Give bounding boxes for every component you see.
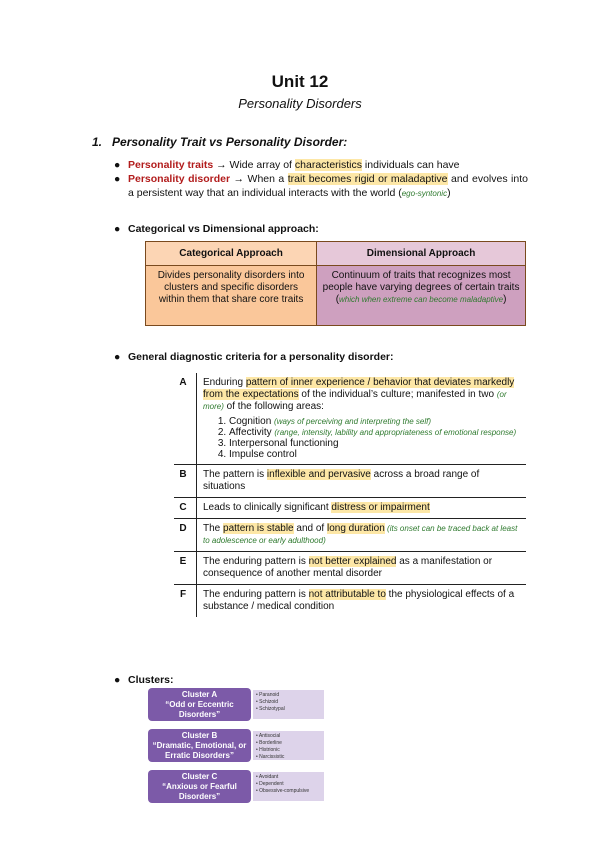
text: of the individual’s culture; manifested in two: [298, 389, 497, 400]
cluster-desc: “Dramatic, Emotional, or Erratic Disorders”: [152, 741, 247, 760]
text: The enduring pattern is: [203, 556, 309, 567]
criteria-text: [197, 519, 527, 552]
list-item: [229, 427, 522, 438]
text: individuals can have: [362, 159, 460, 171]
list-item: • Schizoid: [256, 699, 279, 705]
text: of the following areas:: [223, 401, 324, 412]
bullet-criteria-heading: [114, 350, 528, 364]
dimensional-text: Continuum of traits that recognizes most people have varying degrees of certain traits: [322, 270, 520, 293]
page-subtitle: Personality Disorders: [238, 96, 362, 111]
cluster-b-list: [253, 731, 324, 760]
list-item: • Obsessive-compulsive: [256, 788, 310, 794]
list-item: • Paranoid: [256, 692, 280, 698]
bullet-icon: ●: [114, 674, 121, 686]
cluster-desc: “Odd or Eccentric Disorders”: [165, 700, 234, 719]
criteria-letter: D: [174, 519, 197, 552]
text: as a manifestation or consequence of another mental disorder: [203, 556, 493, 579]
categorical-cell: Divides personality disorders into clusters and specific disorders within them that share core traits: [146, 266, 317, 326]
list-item: • Histrionic: [256, 747, 280, 753]
criteria-row-e: [174, 552, 526, 585]
text: ): [503, 294, 507, 305]
highlight: long duration: [326, 523, 385, 534]
bullet-icon: ●: [114, 159, 121, 171]
table-row: [146, 266, 526, 326]
criteria-letter: A: [174, 373, 197, 465]
approach-table: [145, 241, 526, 326]
categorical-header: Categorical Approach: [146, 242, 317, 266]
area-note: (range, intensity, lability and appropriateness of emotional response): [274, 428, 517, 437]
text: Enduring: [203, 377, 246, 388]
list-item: [229, 449, 522, 460]
highlight: trait becomes rigid or maladaptive: [287, 173, 448, 185]
list-item: • Dependent: [256, 781, 284, 787]
cluster-desc: “Anxious or Fearful Disorders”: [162, 782, 237, 801]
text: → When a: [230, 173, 288, 185]
criteria-table: [174, 373, 526, 617]
highlight: not attributable to: [308, 589, 386, 600]
cluster-b-box: [148, 729, 251, 762]
text: Leads to clinically significant: [203, 502, 332, 513]
criteria-letter: B: [174, 465, 197, 498]
table-header-row: [146, 242, 526, 266]
highlight: distress or impairment: [331, 502, 430, 513]
note: ego-syntonic: [401, 189, 448, 198]
term-personality-disorder: Personality disorder: [128, 173, 231, 185]
text: (: [335, 294, 340, 305]
highlight: pattern is stable: [223, 523, 294, 534]
cluster-c-box: [148, 770, 251, 803]
term-personality-traits: Personality traits: [128, 159, 214, 171]
area-label: Cognition: [229, 416, 275, 427]
text: and evolves into a persistent way that an individual interacts with the world (: [128, 173, 528, 199]
note: (or more): [203, 390, 507, 411]
criteria-text: [197, 585, 527, 618]
text: and of: [293, 523, 327, 534]
criteria-letter: F: [174, 585, 197, 618]
area-label: Impulse control: [229, 449, 297, 460]
text: The enduring pattern is: [203, 589, 309, 600]
cluster-name: Cluster B: [181, 731, 218, 740]
area-note: (ways of perceiving and interpreting the self): [274, 417, 431, 426]
criteria-text: [197, 498, 527, 519]
bullet-icon: ●: [114, 351, 121, 363]
cluster-name: Cluster A: [181, 690, 218, 699]
page-title: Unit 12: [271, 72, 329, 91]
bullet-personality-traits: [114, 158, 528, 172]
clusters-heading: Clusters:: [128, 674, 174, 686]
bullet-personality-disorder: [114, 172, 528, 201]
list-item: • Avoidant: [256, 774, 279, 780]
criteria-row-a: [174, 373, 526, 465]
text: across a broad range of situations: [203, 469, 480, 492]
dimensional-note: which when extreme can become maladaptive: [339, 295, 504, 304]
section-title: Personality Trait vs Personality Disorder:: [112, 135, 348, 149]
section-heading: [92, 135, 347, 149]
list-item: [229, 438, 522, 449]
cluster-name: Cluster C: [181, 772, 218, 781]
dimensional-cell: [317, 266, 526, 326]
criteria-text: [197, 465, 527, 498]
criteria-letter: E: [174, 552, 197, 585]
note: (its onset can be traced back at least to adolescence or early adulthood): [203, 524, 518, 545]
text: ): [447, 187, 451, 199]
cluster-c-list: [253, 772, 324, 801]
cluster-a-box: [148, 688, 251, 721]
highlight: pattern of inner experience / behavior that deviates markedly from the expectations: [203, 377, 515, 400]
criteria-text: [197, 373, 527, 465]
bullet-approach-heading: [114, 222, 528, 236]
list-item: • Borderline: [256, 740, 282, 746]
criteria-row-b: [174, 465, 526, 498]
criteria-text: [197, 552, 527, 585]
list-item: • Schizotypal: [256, 706, 285, 712]
list-item: • Antisocial: [256, 733, 281, 739]
text: The pattern is: [203, 469, 267, 480]
dimensional-header: Dimensional Approach: [317, 242, 526, 266]
criteria-letter: C: [174, 498, 197, 519]
bullet-icon: ●: [114, 173, 121, 185]
highlight: not better explained: [308, 556, 397, 567]
text: The: [203, 523, 224, 534]
bullet-clusters-heading: [114, 673, 528, 687]
list-item: • Narcissistic: [256, 754, 285, 760]
area-label: Affectivity: [229, 427, 275, 438]
list-item: [229, 416, 522, 427]
criteria-row-c: [174, 498, 526, 519]
areas-list: [203, 416, 522, 460]
criteria-heading: General diagnostic criteria for a personality disorder:: [128, 351, 394, 363]
criteria-row-d: [174, 519, 526, 552]
highlight: inflexible and pervasive: [266, 469, 371, 480]
criteria-row-f: [174, 585, 526, 618]
bullet-icon: ●: [114, 223, 121, 235]
cluster-a-list: [253, 690, 324, 719]
section-number: 1.: [92, 135, 103, 149]
approach-heading: Categorical vs Dimensional approach:: [128, 223, 319, 235]
text: → Wide array of: [213, 159, 295, 171]
area-label: Interpersonal functioning: [229, 438, 339, 449]
highlight: characteristics: [294, 159, 363, 171]
text: the physiological effects of a substance / medical condition: [203, 589, 515, 612]
